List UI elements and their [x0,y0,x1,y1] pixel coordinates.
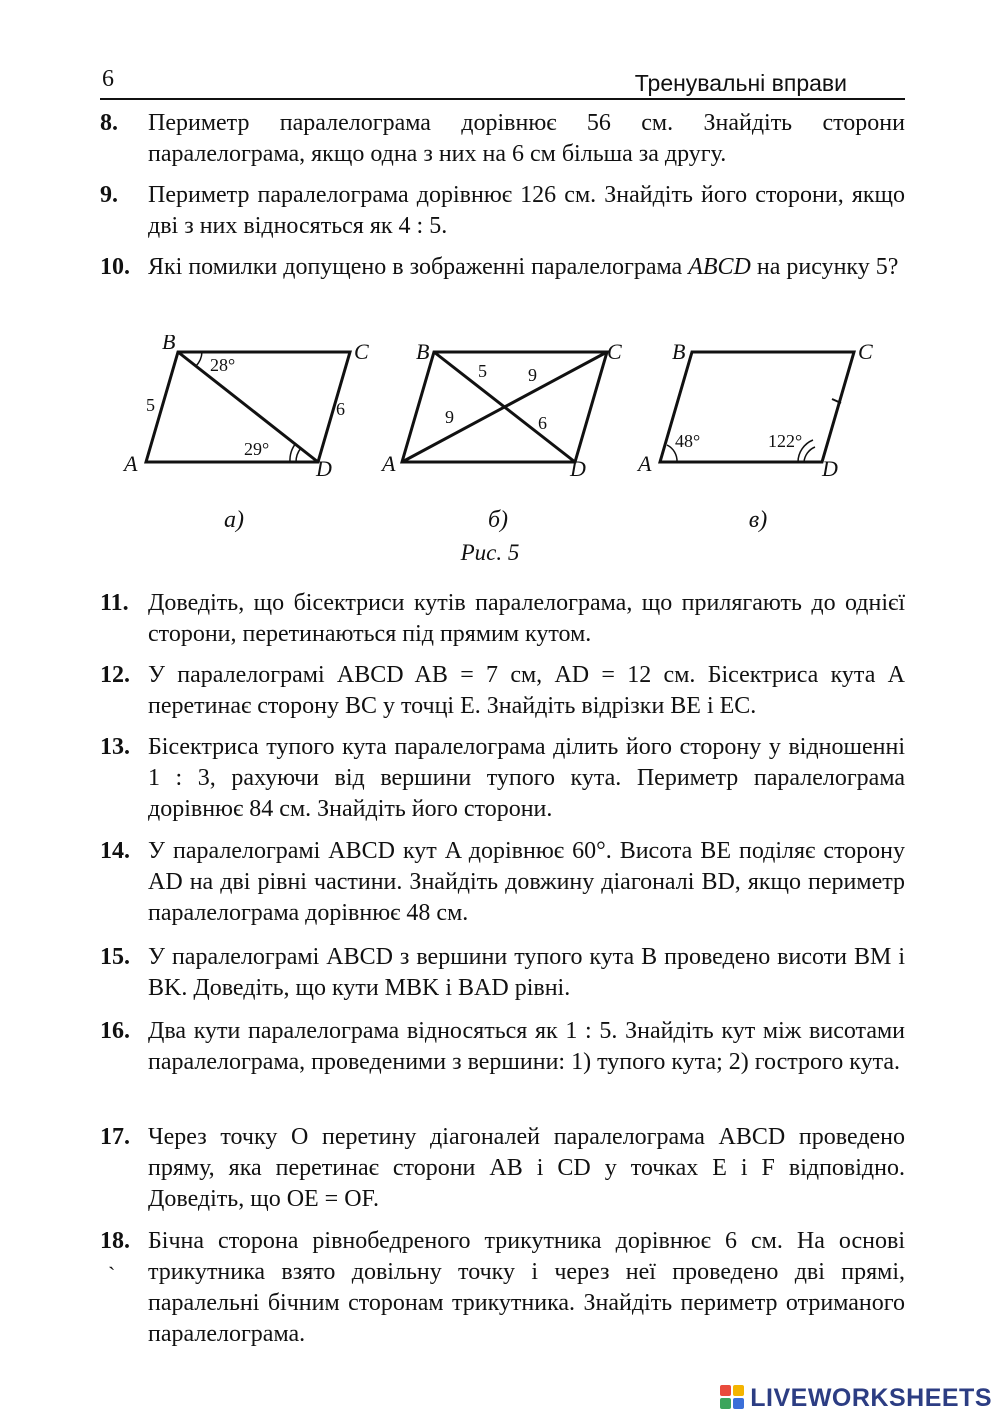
problem-text-part: Які помилки допущено в зображенні паралелограма [148,254,689,280]
logo-square-green [720,1398,731,1409]
fig-b-diagonal-ac [402,352,607,462]
fig-c-label-a: A [638,451,652,476]
fig-a-side-cd: 6 [336,399,345,419]
fig-b-segment-bo: 5 [478,361,487,381]
problem-text: Бісектриса тупого кута паралелограма ділить його сторону у відношенні 1 : 3, рахуючи від вершини тупого кута. Периметр паралелограма дорівнює 84 см. Знайдіть його сторони. [148,734,905,822]
fig-c-label-c: C [858,339,873,364]
problem-text: Через точку O перетину діагоналей паралелограма ABCD проведено пряму, яка перетинає сторони AB і CD у точках E і F відповідно. Доведіть, що OE = OF. [148,1124,905,1212]
problem-11 [100,588,905,650]
fig-c-label-d: D [822,456,838,481]
fig-b-label-c: C [607,339,622,364]
problem-text: Два кути паралелограма відносяться як 1 : 5. Знайдіть кут між висотами паралелограма, проведеними з вершини: 1) тупого кута; 2) гострого кута. [148,1018,905,1075]
problem-number: 13. [100,734,130,760]
fig-c-angle-d-arc [804,447,815,462]
problem-text: У паралелограмі ABCD з вершини тупого кута B проведено висоти BM і BK. Доведіть, що кути MBK і BAD рівні. [148,944,905,1001]
liveworksheets-brand[interactable] [720,1380,992,1416]
problem-number: 17. [100,1124,130,1150]
problem-text: Бічна сторона рівнобедреного трикутника дорівнює 6 см. На основі трикутника взято довільну точку і через неї проведено дві прямі, паралельні бічним сторонам трикутника. Знайдіть периметр отриманого паралелограма. [148,1228,905,1347]
problem-number: 15. [100,944,130,970]
problem-number: 9. [100,182,118,208]
fig-b-label-a: A [382,451,396,476]
fig-c-label-b: B [672,339,686,364]
problem-text: У паралелограмі ABCD AB = 7 см, AD = 12 см. Бісектриса кута A перетинає сторону BC у точці E. Знайдіть відрізки BE і EC. [148,662,905,719]
problem-12 [100,660,905,722]
fig-c-angle-a: 48° [675,431,701,451]
problem-13 [100,732,905,825]
fig-a-angle-d-arc [296,448,301,462]
fig-a-angle-d: 29° [244,439,270,459]
page-header [100,62,905,100]
fig-a-angle-b-arc [196,352,202,366]
problem-14 [100,836,905,929]
problem-number: 12. [100,662,130,688]
fig-b-segment-ao: 9 [445,407,454,427]
problem-text: Доведіть, що бісектриси кутів паралелограма, що прилягають до однієї сторони, перетинаються під прямим кутом. [148,590,905,647]
problem-number: 8. [100,110,118,136]
page-number: 6 [102,66,114,92]
problem-text-part: на рисунку 5? [750,254,899,280]
figure-caption: Рис. 5 [460,540,520,565]
fig-a-angle-b: 28° [210,355,236,375]
problem-18 [100,1226,905,1350]
problem-17 [100,1122,905,1215]
fig-b-label-d: D [570,456,586,481]
fig-a-label-d: D [316,456,332,481]
problem-9 [100,180,905,242]
figure-5 [110,335,910,575]
fig-c-angle-d: 122° [768,431,803,451]
problem-text [148,252,905,283]
problem-10 [100,252,905,283]
parallelogram-name: ABCD [688,254,751,280]
fig-a-sublabel: а) [224,507,244,533]
problem-number: 11. [100,590,129,616]
fig-c-sublabel: в) [748,507,768,533]
fig-b-label-b: B [416,339,430,364]
brand-name: LIVEWORKSHEETS [750,1383,992,1412]
logo-square-yellow [733,1385,744,1396]
running-title: Тренувальні вправи [634,70,847,96]
problem-16 [100,1016,905,1078]
fig-b-segment-do: 6 [538,413,547,433]
liveworksheets-logo-icon [720,1385,746,1411]
logo-square-blue [733,1398,744,1409]
problem-number: 14. [100,838,130,864]
problem-text: Периметр паралелограма дорівнює 56 см. Знайдіть сторони паралелограма, якщо одна з них на 6 см більша за другу. [148,110,905,167]
fig-a-label-b: B [162,335,176,354]
fig-a-label-a: A [124,451,138,476]
problem-number: 18. [100,1228,130,1254]
figure-drawings [110,335,910,505]
logo-square-red [720,1385,731,1396]
problem-text: У паралелограмі ABCD кут A дорівнює 60°. Висота BE поділяє сторону AD на дві рівні частини. Знайдіть довжину діагоналі BD, якщо периметр паралелограма дорівнює 48 см. [148,838,905,926]
fig-a-label-c: C [354,339,369,364]
problem-number: 10. [100,254,130,280]
problem-number: 16. [100,1018,130,1044]
problem-15 [100,942,905,1004]
problem-text: Периметр паралелограма дорівнює 126 см. Знайдіть його сторони, якщо дві з них відносяться як 4 : 5. [148,182,905,239]
fig-b-sublabel: б) [487,507,509,533]
fig-a-side-ab: 5 [146,395,155,415]
margin-mark: ` [108,1262,116,1287]
problem-8 [100,108,905,170]
fig-b-segment-co: 9 [528,365,537,385]
